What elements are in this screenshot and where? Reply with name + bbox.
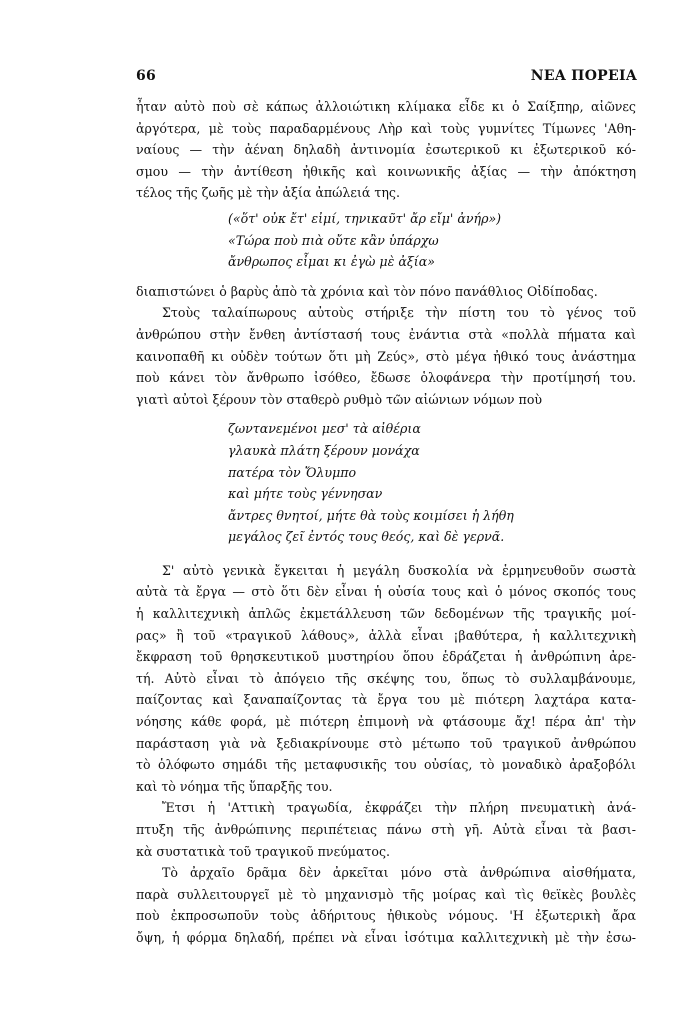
verse-line: ἄνθρωπος εἶμαι κι ἐγὼ μὲ ἀξία»: [228, 254, 435, 270]
verse-line: καὶ μήτε τοὺς γέννησαν: [228, 486, 383, 502]
text-line: ἀνθρώπου στὴν ἔνθεη ἀντίστασή τους ἐνάντια στὰ «πολλὰ πήματα καὶ: [136, 326, 636, 342]
text-line: πτυξη τῆς ἀνθρώπινης περιπέτειας πάνω στὴ γῆ. Αὐτὰ εἶναι τὰ βασι-: [136, 822, 636, 837]
verse-line: πατέρα τὸν Ὄλυμπο: [228, 464, 357, 480]
paragraph-5: [136, 862, 636, 948]
paragraph-4: [136, 797, 636, 862]
paragraph-1: [136, 96, 636, 204]
text-line: κὰ συστατικὰ τοῦ τραγικοῦ πνεύματος.: [136, 843, 391, 859]
text-line: Τὸ ἀρχαῖο δρᾶμα δὲν ἀρκεῖται μόνο στὰ ἀνθρώπινα αἰσθήματα,: [162, 865, 636, 881]
verse-quote-2: [136, 418, 636, 548]
running-header: [136, 68, 637, 84]
paragraph-2: [136, 281, 636, 411]
text-line: τὸ ὁλόφωτο σημάδι τῆς μεταφυσικῆς του οὐσίας, τὸ μοναδικὸ ἀραξοβόλι: [136, 757, 636, 773]
text-line: τέλος τῆς ζωῆς μὲ τὴν ἀξία ἀπώλειά της.: [136, 185, 400, 201]
text-line: σμου — τὴν ἀντίθεση ἠθικῆς καὶ κοινωνικῆς ἀξίας — τὴν ἀπόκτηση: [136, 163, 636, 179]
text-line: τή. Αὐτὸ εἶναι τὸ ἀπόγειο τῆς σκέψης του, ὅπως τὸ συλλαμβάνουμε,: [136, 670, 636, 686]
text-line: παράσταση γιὰ νὰ ξεδιακρίνουμε στὸ μέτωπο τοῦ τραγικοῦ ἀνθρώπου: [136, 735, 636, 751]
text-line: παρὰ συλλειτουργεῖ μὲ τὸ μηχανισμὸ τῆς μοίρας καὶ τὶς θεϊκὲς βουλὲς: [136, 886, 636, 902]
paragraph-3: [136, 560, 636, 798]
text-line: ἀργότερα, μὲ τοὺς παραδαρμένους Λὴρ καὶ τοὺς γυμνίτες Τίμωνες 'Αθη-: [136, 120, 636, 136]
text-line: Σ' αὐτὸ γενικὰ ἔγκειται ἡ μεγάλη δυσκολία νὰ ἑρμηνευθοῦν σωστὰ: [162, 562, 636, 578]
verse-line: («ὅτ' οὐκ ἔτ' εἰμί, τηνικαῦτ' ἄρ εἴμ' ἀνήρ»): [228, 210, 502, 226]
verse-line: ἄντρες θνητοί, μήτε θὰ τοὺς κοιμίσει ἡ λήθη: [228, 507, 514, 523]
text-line: Στοὺς ταλαίπωρους αὐτοὺς στήριξε τὴν πίστη του τὸ γένος τοῦ: [162, 305, 636, 321]
verse-line: μεγάλος ζεῖ ἐντός τους θεός, καὶ δὲ γερνᾶ.: [228, 529, 505, 545]
journal-title: ΝΕΑ ΠΟΡΕΙΑ: [530, 68, 637, 84]
verse-quote-1: [136, 208, 636, 273]
text-line: ναίους — τὴν ἀέναη δηλαδὴ ἀντινομία ἐσωτερικοῦ κι ἐξωτερικοῦ κό-: [136, 142, 636, 158]
text-line: αὐτὰ τὰ ἔργα — στὸ ὅτι δὲν εἶναι ἡ οὐσία τους καὶ ὁ μόνος σκοπός τους: [136, 584, 636, 600]
verse-line: γλαυκὰ πλάτη ξέρουν μονάχα: [228, 442, 420, 458]
verse-line: ζωντανεμένοι μεσ' τὰ αἰθέρια: [228, 421, 421, 437]
text-line: ποὺ ἐκπροσωποῦν τοὺς ἀδήριτους ἠθικοὺς νόμους. 'Η ἐξωτερικὴ ἄρα: [136, 908, 636, 924]
text-line: Ἔτσι ἡ 'Αττικὴ τραγωδία, ἐκφράζει τὴν πλήρη πνευματικὴ ἀνά-: [162, 800, 636, 816]
text-line: ποὺ κάνει τὸν ἄνθρωπο ἰσόθεο, ἔδωσε ὁλοφάνερα τὴν προτίμησή του.: [136, 370, 636, 386]
text-line: ἡ καλλιτεχνικὴ ἁπλῶς ἐκμετάλλευση τῶν δεδομένων τῆς τραγικῆς μοί-: [136, 606, 636, 622]
text-line: παίζοντας καὶ ξαναπαίζοντας τὰ ἔργα του μὲ πιότερη λαχτάρα κατα-: [136, 692, 636, 708]
text-line: νόησης κάθε φορά, μὲ πιότερη ἐπιμονὴ νὰ φτάσουμε ἄχ! πέρα ἀπ' τὴν: [136, 714, 636, 730]
page-number: 66: [136, 68, 157, 84]
text-line: ρας» ἢ τοῦ «τραγικοῦ λάθους», ἀλλὰ εἶναι ¡βαθύτερα, ἡ καλλιτεχνικὴ: [136, 627, 636, 643]
text-line: διαπιστώνει ὁ βαρὺς ἀπὸ τὰ χρόνια καὶ τὸν πόνο πανάθλιος Οἰδίποδας.: [136, 283, 598, 299]
text-line: ἦταν αὐτὸ ποὺ σὲ κάπως ἀλλοιώτικη κλίμακα εἶδε κι ὁ Σαίξπηρ, αἰῶνες: [136, 99, 636, 114]
text-line: καὶ τὸ νόημα τῆς ὕπαρξῆς του.: [136, 778, 333, 794]
text-line: ἔκφραση τοῦ θρησκευτικοῦ μυστηρίου ὅπου ἑδράζεται ἡ ἀνθρώπινη ἀρε-: [136, 649, 636, 665]
verse-line: «Τώρα ποὺ πιὰ οὔτε κἂν ὑπάρχω: [228, 232, 439, 248]
article-body: [136, 96, 636, 949]
text-line: ὄψη, ἡ φόρμα δηλαδή, πρέπει νὰ εἶναι ἰσότιμα καλλιτεχνικὴ μὲ τὴν ἐσω-: [136, 929, 636, 945]
text-line: καινοπαθῆ κι οὐδὲν τούτων ὅτι μὴ Ζεύς», στὸ μέγα ἠθικό τους ἀνάστημα: [136, 348, 636, 364]
text-line: γιατὶ αὐτοὶ ξέρουν τὸν σταθερὸ ρυθμὸ τῶν αἰώνιων νόμων ποὺ: [136, 391, 543, 407]
